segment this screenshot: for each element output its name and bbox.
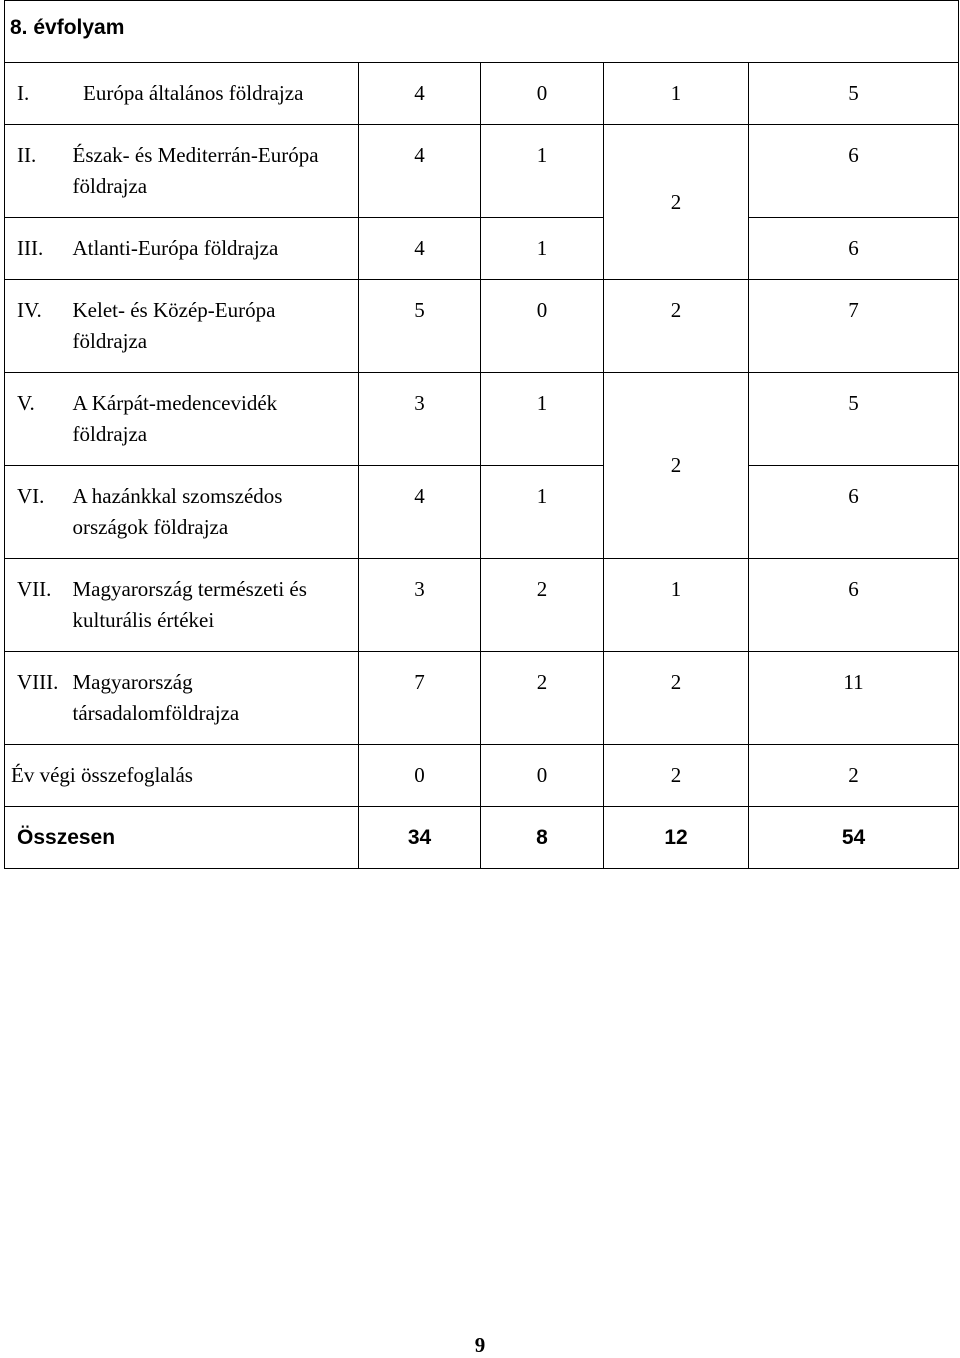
year-end-a: 0	[359, 745, 481, 807]
cell-a: 7	[359, 652, 481, 745]
total-d: 54	[749, 807, 959, 869]
curriculum-table	[4, 0, 959, 869]
cell-a: 3	[359, 559, 481, 652]
row-title: Észak- és Mediterrán-Európa földrajza	[59, 125, 359, 218]
cell-b: 1	[481, 466, 604, 559]
page-number: 9	[474, 1333, 486, 1357]
cell-b: 0	[481, 63, 604, 125]
row-number: II.	[17, 143, 37, 167]
total-label: Összesen	[5, 807, 359, 869]
row-number: VIII.	[17, 670, 59, 694]
total-b: 8	[481, 807, 604, 869]
cell-b: 1	[481, 218, 604, 280]
cell-d: 6	[749, 559, 959, 652]
row-title: Magyarország természeti és kulturális értékei	[59, 559, 359, 652]
cell-c-merged: 2	[604, 125, 749, 280]
row-title: Kelet- és Közép-Európa földrajza	[59, 280, 359, 373]
year-end-c: 2	[604, 745, 749, 807]
cell-a: 4	[359, 63, 481, 125]
cell-a: 4	[359, 125, 481, 218]
row-title: Európa általános földrajza	[83, 81, 304, 105]
row-title: Atlanti-Európa földrajza	[59, 218, 359, 280]
cell-c: 2	[604, 652, 749, 745]
cell-d: 6	[749, 218, 959, 280]
year-end-label: Év végi összefoglalás	[5, 745, 359, 807]
section-title: 8. évfolyam	[5, 1, 959, 63]
cell-d: 6	[749, 125, 959, 218]
row-number: IV.	[17, 298, 42, 322]
cell-c: 2	[604, 280, 749, 373]
row-number: I.	[17, 81, 30, 105]
total-c: 12	[604, 807, 749, 869]
row-number: VI.	[17, 484, 45, 508]
cell-a: 4	[359, 466, 481, 559]
row-number: III.	[17, 236, 44, 260]
cell-b: 2	[481, 559, 604, 652]
cell-d: 7	[749, 280, 959, 373]
cell-b: 1	[481, 125, 604, 218]
cell-d: 5	[749, 63, 959, 125]
cell-d: 6	[749, 466, 959, 559]
year-end-d: 2	[749, 745, 959, 807]
cell-b: 0	[481, 280, 604, 373]
cell-c: 1	[604, 63, 749, 125]
row-number: VII.	[17, 577, 52, 601]
cell-c: 1	[604, 559, 749, 652]
total-a: 34	[359, 807, 481, 869]
table-row-label	[5, 63, 359, 125]
cell-b: 1	[481, 373, 604, 466]
cell-c-merged: 2	[604, 373, 749, 559]
row-title: A Kárpát-medencevidék földrajza	[59, 373, 359, 466]
row-title: Magyarország társadalomföldrajza	[59, 652, 359, 745]
cell-d: 5	[749, 373, 959, 466]
cell-a: 3	[359, 373, 481, 466]
row-title: A hazánkkal szomszédos országok földrajza	[59, 466, 359, 559]
cell-a: 5	[359, 280, 481, 373]
year-end-b: 0	[481, 745, 604, 807]
cell-d: 11	[749, 652, 959, 745]
cell-b: 2	[481, 652, 604, 745]
cell-a: 4	[359, 218, 481, 280]
row-number: V.	[17, 391, 35, 415]
